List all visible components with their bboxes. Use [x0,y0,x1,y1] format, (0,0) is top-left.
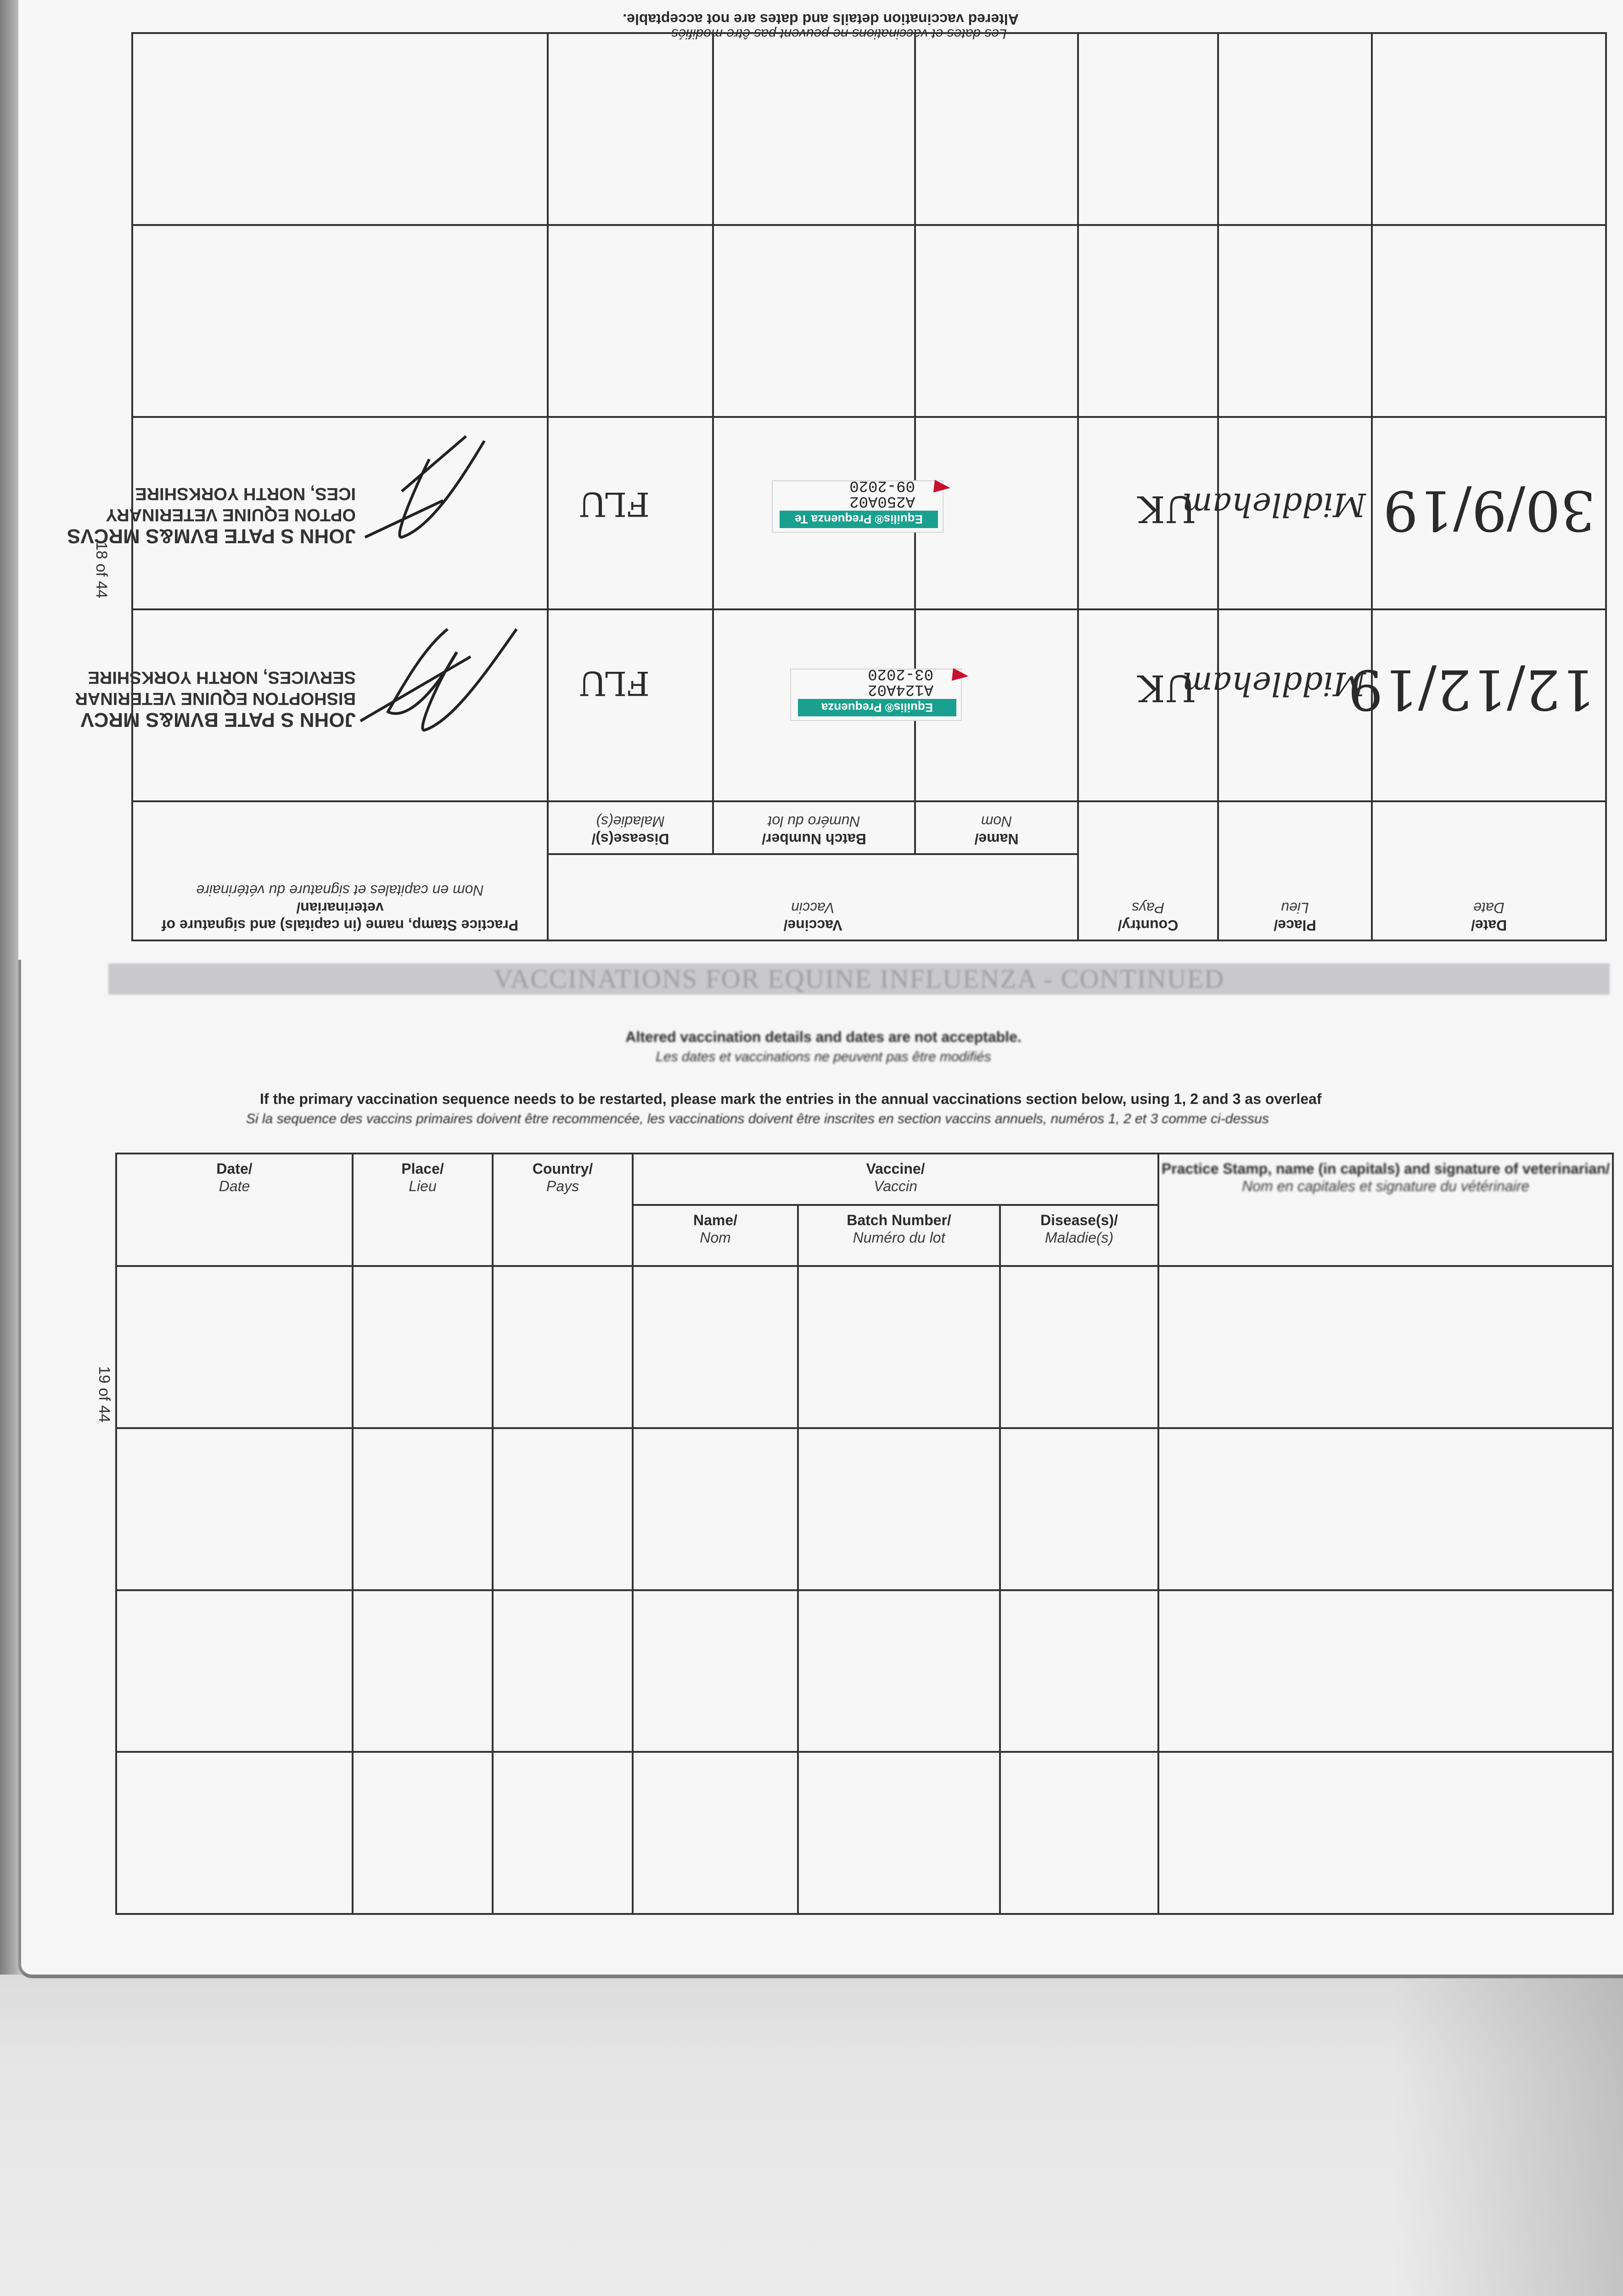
page-number-lower: 19 of 44 [95,1366,113,1423]
table-row [116,1266,1613,1428]
vaccination-table-lower [115,1153,1614,1915]
header-country: Country/ Pays [493,1154,633,1266]
header-practice: Practice Stamp, name (in capitals) and signature of veterinarian/ Nom en capitales et signature du vétérinaire [132,801,548,940]
table-row [132,33,1606,225]
restart-instruction-fr: Si la sequence des vaccins primaires doivent être recommencée, les vaccinations doivent être inscrites en section vaccins annuels, numéros 1, 2 et 3 comme ci-dessus [246,1111,1269,1126]
handwritten-date-2: 30/9/19 [1383,478,1595,542]
handwritten-date-1: 12/12/19 [1348,657,1595,721]
table-row [116,1590,1613,1752]
header-date: Date/ Date [116,1154,353,1266]
table-row [116,1428,1613,1590]
vaccine-sticker-1: Equilis® Prequenza A124A02 03-2020 [790,669,962,721]
header-date: Date/ Date [1372,801,1606,940]
handwritten-place-2: Middleham [1182,486,1366,523]
header-batch: Batch Number/ Numéro du lot [713,801,915,854]
header-vaccine: Vaccine/ Vaccin [548,854,1078,940]
restart-instruction: If the primary vaccination sequence needs to be restarted, please mark the entries in the annual vaccinations section below, using 1, 2 and 3 as overleaf [260,1091,1322,1107]
header-name: Name/ Nom [915,801,1078,854]
practice-stamp-1: JOHN S PATE BVM&S MRCV BISHOPTON EQUINE VETERINAR SERVICES, NORTH YORKSHIRE [75,668,356,731]
table-row [116,1752,1613,1914]
altered-notice-fr: Les dates et vaccinations ne peuvent pas être modifiés [656,1049,991,1064]
scan-shadow [1393,1975,1623,2296]
altered-notice: Altered vaccination details and dates are not acceptable. [625,1029,1022,1045]
altered-notice-fr: Les dates et vaccinations ne peuvent pas être modifiés [671,26,1007,41]
practice-stamp-2: JOHN S PATE BVM&S MRCVS OPTON EQUINE VETERINARY ICES, NORTH YORKSHIRE [67,484,356,547]
vet-signature-1 [351,611,526,748]
handwritten-disease-1: FLU [578,664,650,703]
header-country: Country/ Pays [1078,801,1218,940]
vaccine-sticker-2: Equilis® Prequenza Te A250A02 09-2020 [772,480,943,533]
header-practice: Practice Stamp, name (in capitals) and signature of veterinarian/ Nom en capitales et signature du vétérinaire [1158,1154,1613,1266]
header-place: Place/ Lieu [353,1154,493,1266]
handwritten-disease-2: FLU [578,485,650,523]
header-batch: Batch Number/ Numéro du lot [798,1205,1000,1266]
handwritten-country-1: UK [1137,667,1196,709]
table-row [132,225,1606,417]
header-disease: Disease(s)/ Maladie(s) [548,801,713,854]
scan-background [0,1975,1623,2296]
page-number-upper: 18 of 44 [93,542,110,598]
section-banner: VACCINATIONS FOR EQUINE INFLUENZA - CONTINUED [108,963,1610,995]
passport-page-19 [18,960,1623,1978]
header-place: Place/ Lieu [1218,801,1372,940]
handwritten-place-1: Middleham [1182,665,1366,703]
header-disease: Disease(s)/ Maladie(s) [1000,1205,1158,1266]
rotated-page-content [18,0,1623,960]
altered-notice: Altered vaccination details and dates are not acceptable. [623,11,1019,28]
handwritten-country-2: UK [1137,488,1196,530]
header-name: Name/ Nom [633,1205,798,1266]
header-vaccine: Vaccine/ Vaccin [633,1154,1158,1205]
passport-page-18 [18,0,1623,962]
vet-signature-2 [356,418,494,556]
